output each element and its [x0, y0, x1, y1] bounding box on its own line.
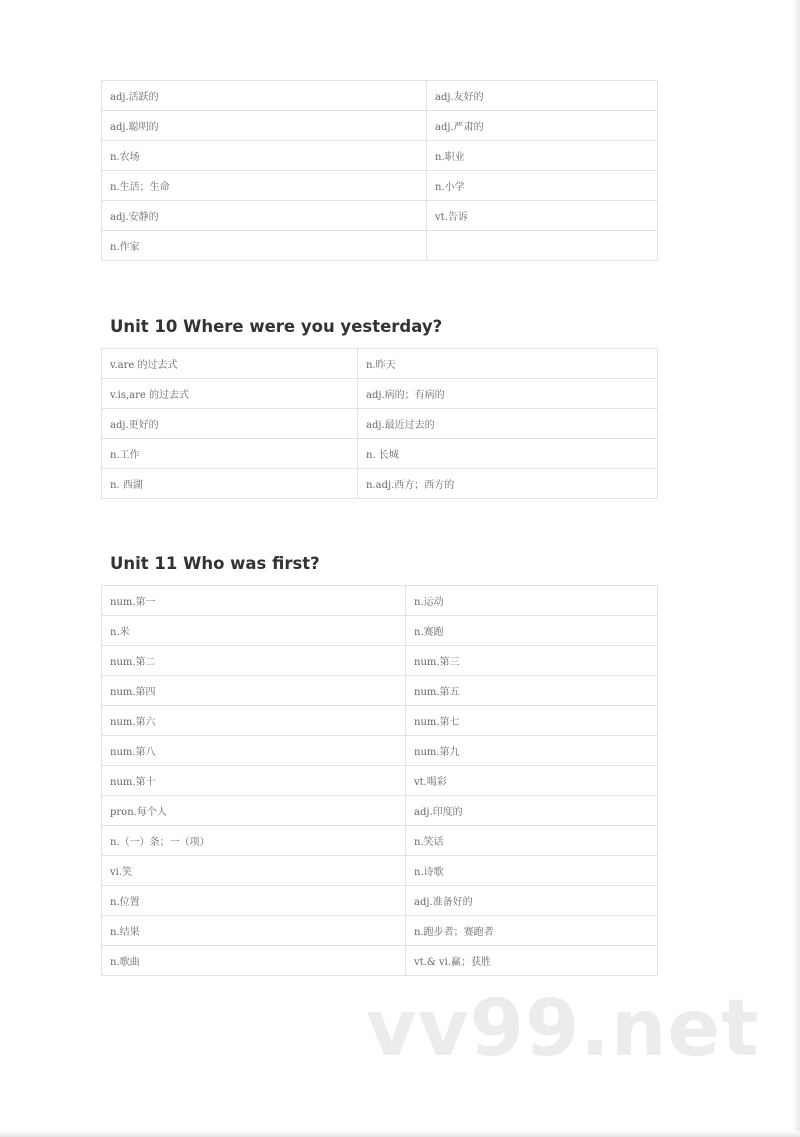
page-edge-shadow	[792, 0, 800, 1137]
word-meaning-cell: pron.每个人	[102, 796, 406, 826]
table-row	[102, 469, 658, 499]
word-meaning-cell: n.结果	[102, 916, 406, 946]
table-row	[102, 916, 658, 946]
word-meaning-cell: vi.笑	[102, 856, 406, 886]
word-meaning-cell: n.笑话	[406, 826, 658, 856]
word-meaning-cell: n.工作	[102, 439, 358, 469]
word-meaning-cell: num.第五	[406, 676, 658, 706]
word-meaning-cell: adj.安静的	[102, 201, 427, 231]
table-row	[102, 111, 658, 141]
word-meaning-cell: v.is,are 的过去式	[102, 379, 358, 409]
table-row	[102, 646, 658, 676]
word-meaning-cell: n.农场	[102, 141, 427, 171]
table-row	[102, 81, 658, 111]
word-meaning-cell: n.跑步者；赛跑者	[406, 916, 658, 946]
word-meaning-cell: n.位置	[102, 886, 406, 916]
table-row	[102, 856, 658, 886]
word-meaning-cell: n.运动	[406, 586, 658, 616]
word-meaning-cell: num.第六	[102, 706, 406, 736]
word-meaning-cell: n.作家	[102, 231, 427, 261]
word-meaning-cell: num.第四	[102, 676, 406, 706]
word-meaning-cell: vt.告诉	[427, 201, 658, 231]
vocab-table-unit-10	[101, 348, 658, 499]
word-meaning-cell: num.第三	[406, 646, 658, 676]
table-row	[102, 766, 658, 796]
word-meaning-cell: v.are 的过去式	[102, 349, 358, 379]
word-meaning-cell: adj.准备好的	[406, 886, 658, 916]
word-meaning-cell: num.第八	[102, 736, 406, 766]
word-meaning-cell: num.第二	[102, 646, 406, 676]
table-row	[102, 886, 658, 916]
table-row	[102, 796, 658, 826]
table-row	[102, 946, 658, 976]
table-row	[102, 409, 658, 439]
word-meaning-cell: n.职业	[427, 141, 658, 171]
word-meaning-cell: adj.活跃的	[102, 81, 427, 111]
word-meaning-cell: n.赛跑	[406, 616, 658, 646]
word-meaning-cell	[427, 231, 658, 261]
table-row	[102, 141, 658, 171]
word-meaning-cell: n.米	[102, 616, 406, 646]
word-meaning-cell: num.第九	[406, 736, 658, 766]
word-meaning-cell: num.第十	[102, 766, 406, 796]
word-meaning-cell: adj.病的；有病的	[358, 379, 658, 409]
unit-11-title: Unit 11 Who was first?	[110, 554, 320, 573]
table-row	[102, 826, 658, 856]
table-row	[102, 616, 658, 646]
unit-10-title: Unit 10 Where were you yesterday?	[110, 317, 443, 336]
word-meaning-cell: n.（一）条；一（项）	[102, 826, 406, 856]
table-row	[102, 201, 658, 231]
table-row	[102, 706, 658, 736]
word-meaning-cell: adj.印度的	[406, 796, 658, 826]
word-meaning-cell: num.第一	[102, 586, 406, 616]
watermark: vv99.net	[366, 984, 760, 1074]
table-row	[102, 736, 658, 766]
word-meaning-cell: adj.友好的	[427, 81, 658, 111]
word-meaning-cell: num.第七	[406, 706, 658, 736]
word-meaning-cell: vt.& vi.赢；获胜	[406, 946, 658, 976]
table-row	[102, 676, 658, 706]
table-row	[102, 439, 658, 469]
word-meaning-cell: n.adj.西方；西方的	[358, 469, 658, 499]
table-row	[102, 349, 658, 379]
table-row	[102, 171, 658, 201]
table-row	[102, 379, 658, 409]
word-meaning-cell: n.歌曲	[102, 946, 406, 976]
word-meaning-cell: n. 西湖	[102, 469, 358, 499]
table-row	[102, 586, 658, 616]
vocab-table-continued	[101, 80, 658, 261]
word-meaning-cell: n.小学	[427, 171, 658, 201]
vocab-table-unit-11	[101, 585, 658, 976]
table-row	[102, 231, 658, 261]
word-meaning-cell: adj.严肃的	[427, 111, 658, 141]
word-meaning-cell: adj.最近过去的	[358, 409, 658, 439]
word-meaning-cell: adj.更好的	[102, 409, 358, 439]
word-meaning-cell: n. 长城	[358, 439, 658, 469]
word-meaning-cell: n.生活；生命	[102, 171, 427, 201]
word-meaning-cell: vt.喝彩	[406, 766, 658, 796]
word-meaning-cell: adj.聪明的	[102, 111, 427, 141]
word-meaning-cell: n.诗歌	[406, 856, 658, 886]
page-bottom-shadow	[0, 1131, 800, 1137]
word-meaning-cell: n.昨天	[358, 349, 658, 379]
